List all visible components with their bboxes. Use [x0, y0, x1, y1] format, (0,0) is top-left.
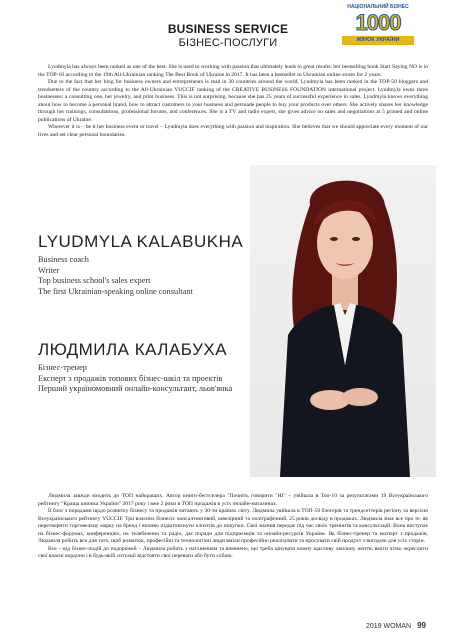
- paragraph: Все – від бізнес-подій до подорожей – Людмила робить з натхненням та впевнено, що треба цінувати кожну щасливу хвилину життя, вміти чітко окреслити свої власні кордони і в будь-якій ситуації відстояти свої переваги або бути собою.: [38, 545, 428, 559]
- role-item: Експерт з продажів топових бізнес-шкіл та проектів: [38, 373, 223, 383]
- ranking-logo: [342, 4, 414, 48]
- logo-ribbon-text: ЖІНОК УКРАЇНИ: [342, 36, 414, 45]
- logo-top-text: НАЦІОНАЛЬНИЙ БІЗНЕС: [347, 4, 409, 10]
- portrait-illustration: [250, 165, 436, 477]
- paragraph: Wherever it is – be it her business event or travel – Lyudmyla does everything with passion and inspiration. She believes that we should appreciate every moment of our lives and set clear personal boundaries.: [38, 124, 428, 138]
- role-item: Бізнес-тренер: [38, 363, 87, 372]
- paragraph: Людмила завжди входить до ТОП найкращих. Автор книги-бестселера "Почніть говорити "НІ" – увійшла в Топ-10 за результатами 19 Всеукраїнського рейтингу "Краща книжка України" 2017 року і вже 2 роки в ТОП продажів в усіх онлайн-магазинах.: [38, 493, 428, 507]
- paragraph: Її блог з порадами щодо розвитку бізнесу та продажів читають у 30-ти країнах світу. Людмила увійшла в ТОП-50 блогерів та трендсеттерів регіону за версією Всеукраїнського рейтингу YUCCIF. Три власних бізнеси: консалтинговий, ювелірний та поліграфічний. 25 років досвіду в продажах. Людмила знає все про те, як перетворити торговельну марку на бренд і впливо підштовхнути клієнтів до покупки. Свої знання передає під час своїх тренінгів та консультацій. Вона виступає на бізнес-форумах, конференціях, на телебаченні та радіо, дає поради для підприємців та онлайн-ресурсів України. Як бізнес-тренер та експерт з продажів, Людмила робить все для того, щоб розвиток, професійні та технологічні люди вміли професійно реалізувати та просувати свій продукт з вигодою для усіх сторін.: [38, 508, 428, 544]
- role-item: Writer: [38, 265, 60, 275]
- section-title-en: BUSINESS SERVICE: [167, 22, 289, 36]
- roles-list-en: [38, 255, 193, 297]
- roles-list-ua: [38, 363, 243, 395]
- role-item: Business coach: [38, 255, 89, 264]
- paragraph: Lyudmyla has always been ranked as one of the best. She is used to working with passion that ultimately leads to great results: her bestselling book Start Saying NO is in the TOP-10 according to the 19th All-Ukrainian ranking The Best Book of Ukraine in 2017. It has been a bestseller in Ukrainian online stores for 2 years.: [38, 64, 428, 78]
- logo-number: 1000: [355, 10, 401, 35]
- page-footer: [366, 621, 426, 630]
- section-title-ua: БІЗНЕС-ПОСЛУГИ: [178, 37, 278, 49]
- paragraph: Due to the fact that her blog for business owners and entrepreneurs is read in 30 countries around the world, Lyudmyla has been ranked in the TOP-50 bloggers and trendsetters of the country according to the All-Ukrainian YUCCIF ranking of the CREATIVE BUSINESS FOUNDATION international project. Lyudmyla owns three businesses: a consulting one, her jewelry, and print business. This is not surprising, because she has 25 years of successful experience in sales. Lyudmyla knows everything about how to become a personal brand, how to attract customers to your business and persuade people to buy your products over others. She actively shares her knowledge through her trainings, consultations, professional forums, and conferences. She is a TV and radio expert, she gives advice on sales and negotiations at 5 printed and online publications of Ukraine.: [38, 79, 428, 123]
- role-item: Перший україномовний онлайн-консультант, льов'янка: [38, 384, 233, 393]
- body-text-ua: [38, 493, 428, 561]
- page-number: 99: [417, 621, 426, 630]
- person-name-ua: ЛЮДМИЛА КАЛАБУХА: [38, 340, 228, 359]
- issue-label: 2019 WOMAN: [365, 623, 412, 630]
- role-item: The first Ukrainian-speaking online consultant: [38, 286, 193, 296]
- role-item: Top business school's sales expert: [38, 276, 151, 285]
- person-name-en: LYUDMYLA KALABUKHA: [38, 232, 244, 251]
- portrait-photo: [250, 165, 436, 477]
- intro-text-en: [38, 64, 428, 139]
